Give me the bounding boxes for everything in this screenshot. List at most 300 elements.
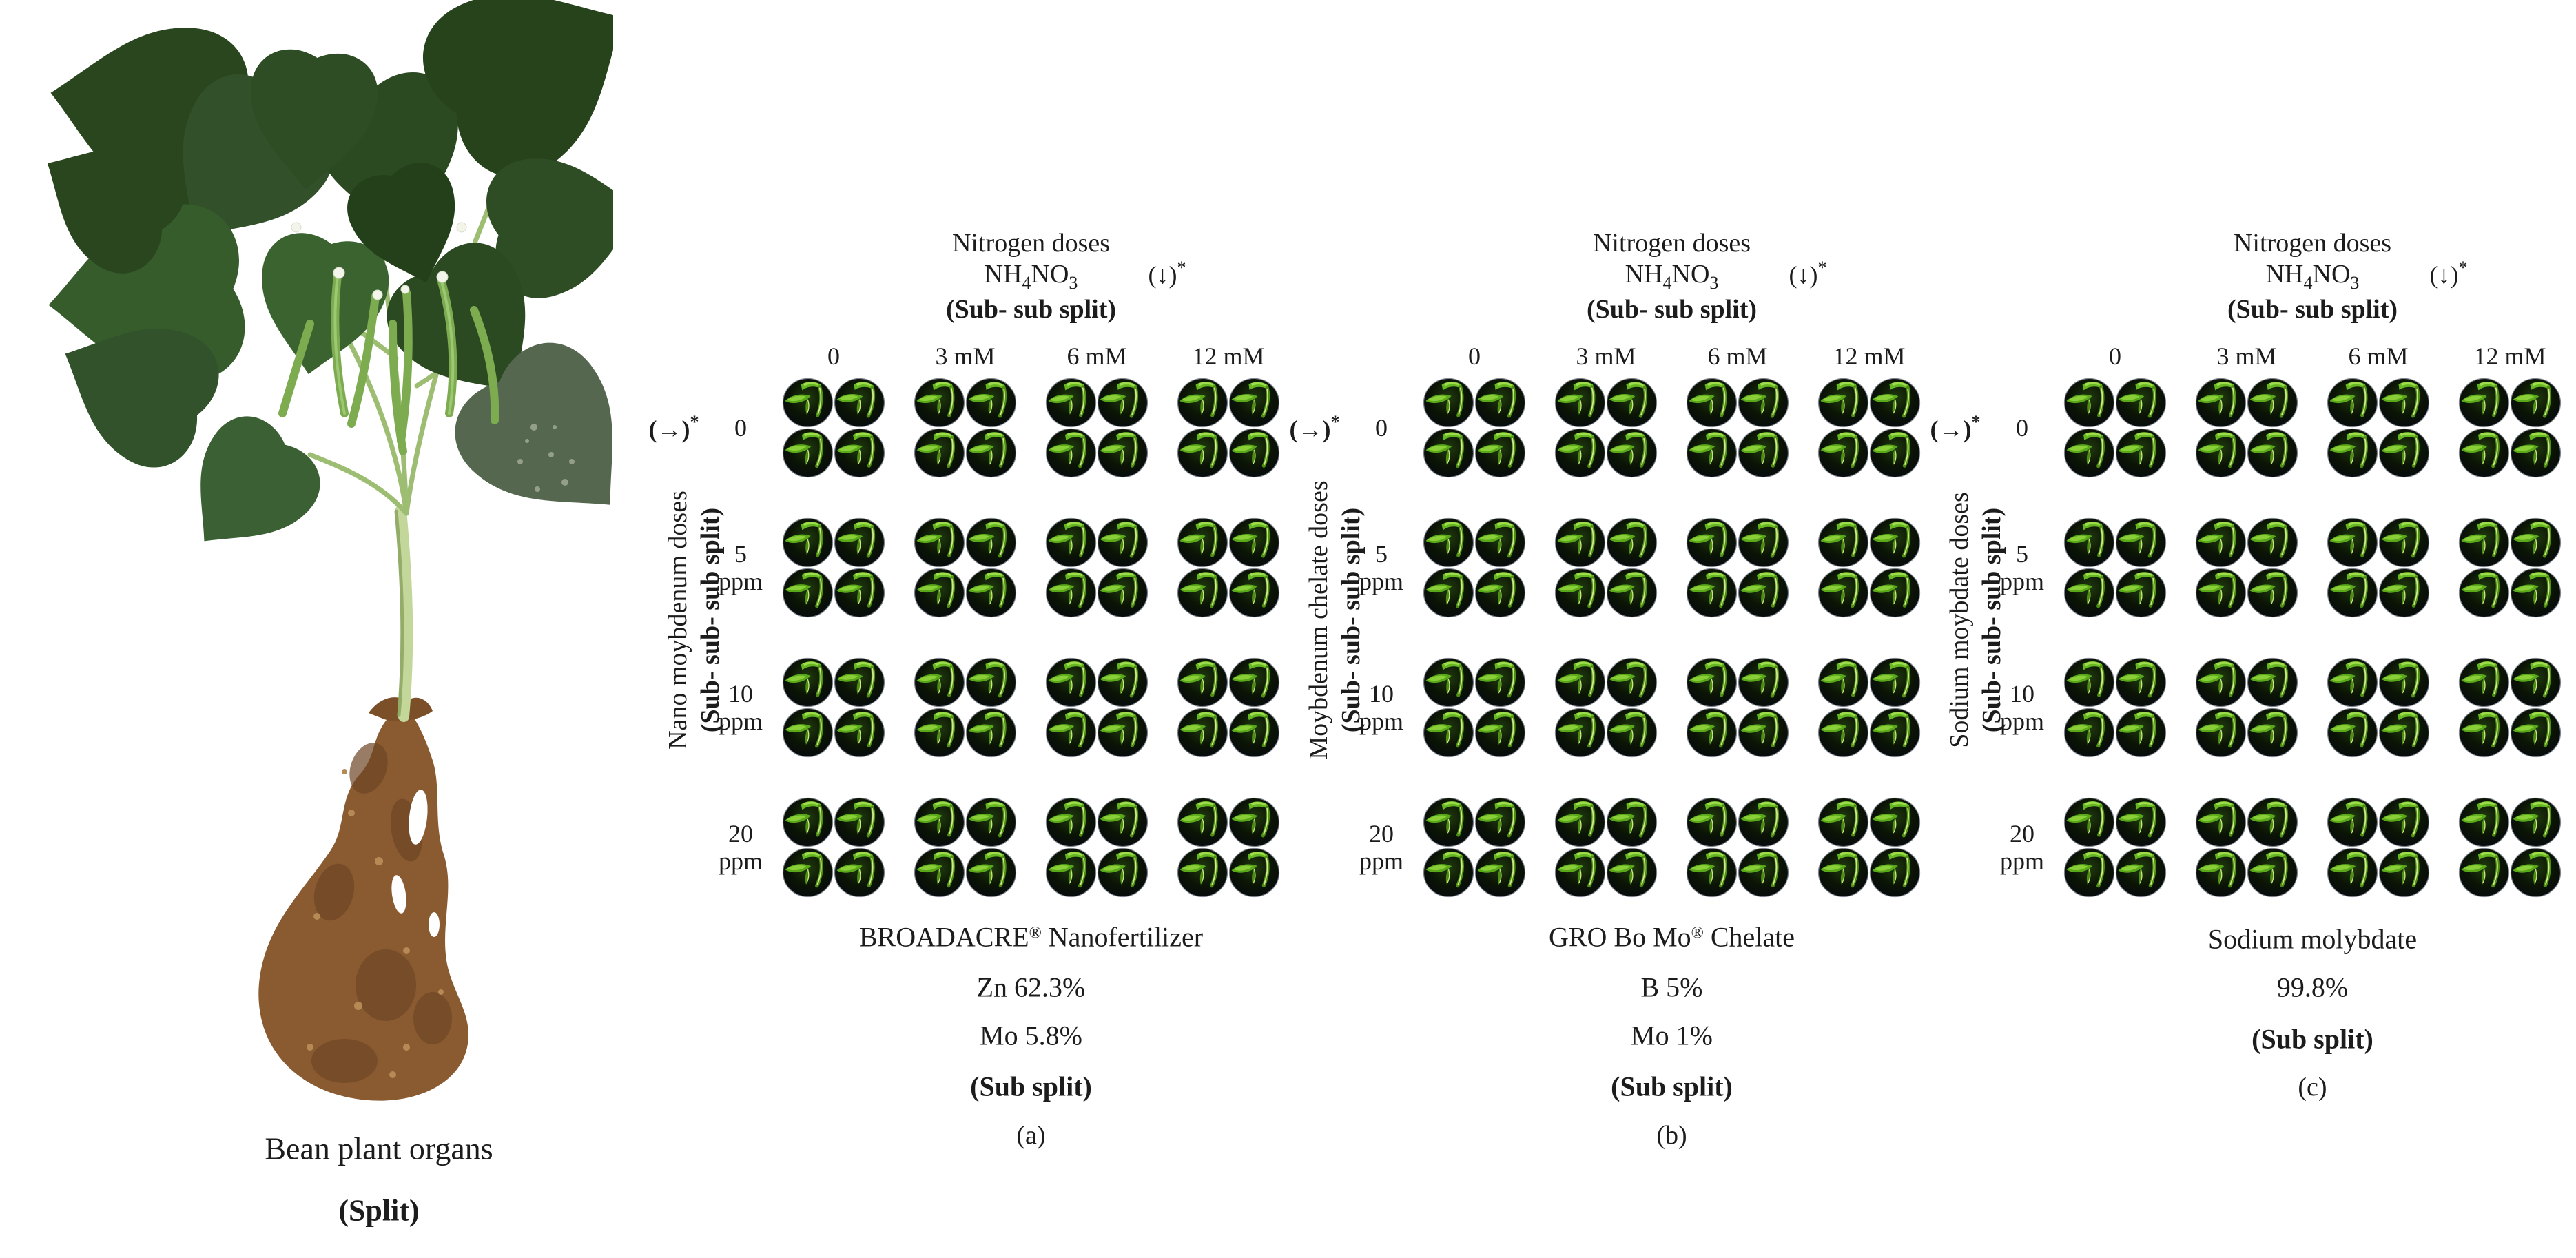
sample-grid-c	[2063, 378, 2562, 898]
seedling-dish-photo	[2063, 377, 2116, 429]
seedling-dish-photo	[1176, 567, 1228, 618]
panel-b	[1281, 207, 1936, 1258]
seedling-dish-photo	[1817, 567, 1869, 618]
seedling-dish-photo	[1474, 517, 1527, 569]
seedling-dish-photo	[833, 707, 885, 758]
seedling-dish-photo	[1737, 427, 1789, 478]
design-label: (Sub split)	[970, 1071, 1092, 1102]
seedling-dish-photo	[2194, 796, 2248, 849]
seedling-dish-photo	[1605, 377, 1659, 429]
seedling-dish-photo	[1817, 847, 1869, 898]
seedling-dish-photo	[1737, 707, 1789, 758]
seedling-dish-photo	[833, 377, 887, 429]
seedling-dish-photo	[965, 847, 1017, 898]
replicate-cluster-r0-c0	[782, 378, 885, 478]
seedling-dish-photo	[1817, 517, 1871, 569]
nitrogen-formula: $NH_4NO_3$	[984, 260, 1078, 293]
seedling-dish-photo	[2114, 707, 2167, 758]
seedling-dish-photo	[1474, 567, 1526, 618]
seedling-dish-photo	[1817, 427, 1869, 478]
seedling-dish-photo	[2326, 657, 2380, 709]
seedling-dish-photo	[2509, 796, 2563, 849]
replicate-cluster-r1-c0	[782, 517, 885, 618]
seedling-dish-photo	[1737, 377, 1791, 429]
seedling-dish-photo	[2194, 427, 2247, 478]
row-label-20ppm: 20 ppm	[1999, 820, 2044, 875]
plant-design-label: (Split)	[338, 1193, 420, 1228]
composition-line-1: 99.8%	[2276, 971, 2349, 1003]
replicate-cluster-r3-c0	[782, 797, 885, 898]
panel-a	[641, 207, 1295, 1258]
seedling-dish-photo	[2326, 517, 2380, 569]
seedling-dish-photo	[2194, 377, 2248, 429]
replicate-cluster-r3-c2	[2327, 797, 2430, 898]
seedling-dish-photo	[1044, 796, 1098, 849]
replicate-cluster-r1-c0	[1423, 517, 1526, 618]
seedling-dish-photo	[1044, 517, 1098, 569]
seedling-dish-photo	[1176, 707, 1228, 758]
panel-letter: (b)	[1656, 1121, 1687, 1150]
product-name: GRO Bo Mo® Chelate	[1548, 921, 1795, 953]
replicate-cluster-r3-c1	[2195, 797, 2298, 898]
composition-line-2: Mo 1%	[1631, 1020, 1713, 1051]
product-name: BROADACRE® Nanofertilizer	[858, 921, 1204, 953]
seedling-dish-photo	[1096, 567, 1148, 618]
seedling-dish-photo	[1176, 657, 1230, 709]
seedling-dish-photo	[1176, 796, 1230, 849]
seedling-dish-photo	[1554, 567, 1606, 618]
seedling-dish-photo	[1044, 847, 1097, 898]
column-label-3mm: 3 mM	[2216, 342, 2277, 370]
seedling-dish-photo	[2457, 847, 2510, 898]
seedling-dish-photo	[2378, 796, 2431, 849]
seedling-dish-photo	[2246, 796, 2300, 849]
seedling-dish-photo	[2378, 567, 2430, 618]
seedling-dish-photo	[2457, 377, 2511, 429]
plant-root-soil	[258, 697, 468, 1100]
replicate-cluster-r3-c2	[1686, 797, 1789, 898]
axis-label-mo-chelate-doses: Moybdenum chelate doses (Sub- sub- sub split)	[1304, 480, 1366, 760]
row-label-5ppm: 5 ppm	[1999, 540, 2044, 595]
replicate-cluster-r0-c1	[914, 378, 1017, 478]
seedling-dish-photo	[1422, 796, 1476, 849]
seedling-dish-photo	[1422, 707, 1474, 758]
seedling-dish-photo	[1605, 517, 1659, 569]
seedling-dish-photo	[781, 657, 835, 709]
axis-label-nano-mo-doses: Nano moybdenum doses (Sub- sub- sub split)	[663, 491, 725, 750]
seedling-dish-photo	[781, 796, 835, 849]
seedling-dish-photo	[1868, 517, 1922, 569]
replicate-cluster-r1-c1	[2195, 517, 2298, 618]
seedling-dish-photo	[1474, 707, 1526, 758]
composition-line-1: Zn 62.3%	[976, 971, 1086, 1003]
seedling-dish-photo	[1096, 517, 1150, 569]
seedling-dish-photo	[913, 377, 967, 429]
seedling-dish-photo	[2114, 517, 2168, 569]
product-name: Sodium molybdate	[2207, 923, 2418, 955]
column-label-12mm: 12 mM	[1192, 342, 1265, 370]
seedling-dish-photo	[2378, 847, 2430, 898]
replicate-cluster-r0-c2	[2327, 378, 2430, 478]
nitrogen-header-line1: Nitrogen doses	[951, 229, 1111, 258]
seedling-dish-photo	[1605, 847, 1658, 898]
replicate-cluster-r1-c2	[1045, 517, 1148, 618]
seedling-dish-photo	[965, 377, 1018, 429]
seedling-dish-photo	[1044, 657, 1098, 709]
replicate-cluster-r1-c3	[1817, 517, 1921, 618]
seedling-dish-photo	[1868, 377, 1922, 429]
seedling-dish-photo	[2246, 567, 2298, 618]
seedling-dish-photo	[1868, 657, 1922, 709]
seedling-dish-photo	[2114, 657, 2168, 709]
replicate-cluster-r3-c0	[1423, 797, 1526, 898]
seedling-dish-photo	[2509, 657, 2563, 709]
replicate-cluster-r2-c3	[1817, 657, 1921, 758]
row-label-0: 0	[2016, 414, 2028, 442]
replicate-cluster-r0-c0	[1423, 378, 1526, 478]
row-label-0: 0	[734, 414, 747, 442]
row-label-10ppm: 10 ppm	[718, 680, 763, 735]
replicate-cluster-r3-c3	[2458, 797, 2562, 898]
panel-letter: (a)	[1016, 1121, 1046, 1150]
seedling-dish-photo	[2378, 707, 2430, 758]
seedling-dish-photo	[1554, 847, 1606, 898]
column-label-12mm: 12 mM	[2473, 342, 2546, 370]
seedling-dish-photo	[1228, 517, 1281, 569]
seedling-dish-photo	[1737, 847, 1789, 898]
replicate-cluster-r2-c1	[914, 657, 1017, 758]
seedling-dish-photo	[2509, 567, 2562, 618]
seedling-dish-photo	[2194, 517, 2248, 569]
seedling-dish-photo	[1605, 796, 1659, 849]
replicate-cluster-r0-c0	[2063, 378, 2167, 478]
seedling-dish-photo	[1554, 427, 1606, 478]
seedling-dish-photo	[2326, 427, 2378, 478]
seedling-dish-photo	[2194, 707, 2247, 758]
sample-grid-a	[782, 378, 1280, 898]
seedling-dish-photo	[965, 427, 1017, 478]
seedling-dish-photo	[2194, 847, 2247, 898]
right-arrow-note: (→)*	[1930, 412, 1981, 443]
seedling-dish-photo	[1096, 796, 1150, 849]
seedling-dish-photo	[1474, 657, 1527, 709]
seedling-dish-photo	[2457, 796, 2511, 849]
row-label-10ppm: 10 ppm	[1999, 680, 2044, 735]
seedling-dish-photo	[1685, 796, 1739, 849]
panel-letter: (c)	[2298, 1073, 2327, 1102]
seedling-dish-photo	[1868, 707, 1921, 758]
seedling-dish-photo	[1228, 377, 1281, 429]
seedling-dish-photo	[833, 517, 887, 569]
seedling-dish-photo	[1817, 796, 1871, 849]
seedling-dish-photo	[1228, 707, 1280, 758]
replicate-cluster-r0-c3	[2458, 378, 2562, 478]
composition-line-1: B 5%	[1640, 971, 1703, 1003]
seedling-dish-photo	[2063, 517, 2116, 569]
seedling-dish-photo	[1554, 517, 1607, 569]
column-label-0: 0	[2109, 342, 2121, 370]
replicate-cluster-r1-c2	[2327, 517, 2430, 618]
plant-stem	[396, 510, 409, 718]
seedling-dish-photo	[2063, 567, 2115, 618]
seedling-dish-photo	[1685, 847, 1738, 898]
seedling-dish-photo	[833, 796, 887, 849]
seedling-dish-photo	[1474, 796, 1527, 849]
row-label-20ppm: 20 ppm	[718, 820, 763, 875]
column-label-6mm: 6 mM	[1707, 342, 1768, 370]
seedling-dish-photo	[2114, 377, 2168, 429]
seedling-dish-photo	[1868, 427, 1921, 478]
seedling-dish-photo	[1422, 517, 1476, 569]
replicate-cluster-r0-c2	[1686, 378, 1789, 478]
row-label-20ppm: 20 ppm	[1359, 820, 1403, 875]
seedling-dish-photo	[913, 796, 967, 849]
seedling-dish-photo	[965, 796, 1018, 849]
seedling-dish-photo	[2378, 517, 2431, 569]
design-label: (Sub split)	[1611, 1071, 1733, 1102]
seedling-dish-photo	[2246, 847, 2298, 898]
seedling-dish-photo	[2457, 657, 2511, 709]
replicate-cluster-r0-c3	[1177, 378, 1280, 478]
nitrogen-header-design: (Sub- sub split)	[945, 295, 1117, 324]
seedling-dish-photo	[2114, 847, 2167, 898]
replicate-cluster-r0-c2	[1045, 378, 1148, 478]
replicate-cluster-r2-c1	[1554, 657, 1658, 758]
replicate-cluster-r1-c1	[914, 517, 1017, 618]
seedling-dish-photo	[1176, 847, 1228, 898]
seedling-dish-photo	[1422, 657, 1476, 709]
replicate-cluster-r2-c3	[1177, 657, 1280, 758]
seedling-dish-photo	[1685, 707, 1738, 758]
replicate-cluster-r2-c2	[1045, 657, 1148, 758]
replicate-cluster-r3-c3	[1177, 797, 1280, 898]
seedling-dish-photo	[913, 847, 965, 898]
axis-label-sodium-molybdate-doses: Sodium moybdate doses (Sub- sub- sub split)	[1945, 492, 2006, 748]
seedling-dish-photo	[2063, 427, 2115, 478]
column-label-0: 0	[1468, 342, 1481, 370]
seedling-dish-photo	[1474, 847, 1526, 898]
seedling-dish-photo	[2457, 517, 2511, 569]
seedling-dish-photo	[2246, 657, 2300, 709]
seedling-dish-photo	[2246, 517, 2300, 569]
down-arrow-note: (↓)*	[1148, 258, 1186, 289]
seedling-dish-photo	[1554, 707, 1606, 758]
bean-plant-photo	[21, 0, 613, 1144]
seedling-dish-photo	[965, 707, 1017, 758]
seedling-dish-photo	[2509, 707, 2562, 758]
seedling-dish-photo	[913, 427, 965, 478]
seedling-dish-photo	[1228, 567, 1280, 618]
seedling-dish-photo	[781, 847, 834, 898]
seedling-dish-photo	[1817, 707, 1869, 758]
row-label-10ppm: 10 ppm	[1359, 680, 1403, 735]
seedling-dish-photo	[2326, 377, 2380, 429]
seedling-dish-photo	[1422, 567, 1474, 618]
panel-c	[1922, 207, 2576, 1258]
seedling-dish-photo	[1228, 427, 1280, 478]
seedling-dish-photo	[1096, 847, 1148, 898]
seedling-dish-photo	[781, 567, 834, 618]
seedling-dish-photo	[1044, 567, 1097, 618]
replicate-cluster-r1-c3	[2458, 517, 2562, 618]
seedling-dish-photo	[1096, 707, 1148, 758]
seedling-dish-photo	[965, 567, 1017, 618]
seedling-dish-photo	[833, 567, 885, 618]
seedling-dish-photo	[1605, 707, 1658, 758]
seedling-dish-photo	[781, 377, 835, 429]
replicate-cluster-r2-c1	[2195, 657, 2298, 758]
column-label-12mm: 12 mM	[1833, 342, 1906, 370]
column-label-6mm: 6 mM	[1067, 342, 1127, 370]
replicate-cluster-r1-c3	[1177, 517, 1280, 618]
replicate-cluster-r1-c1	[1554, 517, 1658, 618]
seedling-dish-photo	[1685, 517, 1739, 569]
seedling-dish-photo	[913, 707, 965, 758]
seedling-dish-photo	[2326, 796, 2380, 849]
seedling-dish-photo	[1817, 657, 1871, 709]
nitrogen-header-line1: Nitrogen doses	[1592, 229, 1751, 258]
seedling-dish-photo	[833, 427, 885, 478]
replicate-cluster-r2-c0	[782, 657, 885, 758]
design-label: (Sub split)	[2252, 1023, 2373, 1055]
replicate-cluster-r2-c0	[1423, 657, 1526, 758]
column-label-3mm: 3 mM	[935, 342, 996, 370]
seedling-dish-photo	[1554, 377, 1607, 429]
seedling-dish-photo	[2378, 657, 2431, 709]
seedling-dish-photo	[2378, 427, 2430, 478]
replicate-cluster-r3-c2	[1045, 797, 1148, 898]
seedling-dish-photo	[1228, 796, 1281, 849]
seedling-dish-photo	[1737, 657, 1791, 709]
seedling-dish-photo	[833, 847, 885, 898]
seedling-dish-photo	[1176, 517, 1230, 569]
replicate-cluster-r0-c1	[2195, 378, 2298, 478]
seedling-dish-photo	[913, 517, 967, 569]
row-label-0: 0	[1375, 414, 1388, 442]
replicate-cluster-r3-c1	[914, 797, 1017, 898]
seedling-dish-photo	[1554, 796, 1607, 849]
plant-leaves	[21, 0, 613, 580]
seedling-dish-photo	[1737, 796, 1791, 849]
seedling-dish-photo	[2246, 377, 2300, 429]
seedling-dish-photo	[2114, 427, 2167, 478]
down-arrow-note: (↓)*	[1789, 258, 1827, 289]
seedling-dish-photo	[1605, 657, 1659, 709]
composition-line-2: Mo 5.8%	[980, 1020, 1082, 1051]
seedling-dish-photo	[2063, 657, 2116, 709]
seedling-dish-photo	[2457, 427, 2510, 478]
seedling-dish-photo	[2457, 567, 2510, 618]
column-label-3mm: 3 mM	[1576, 342, 1636, 370]
replicate-cluster-r2-c3	[2458, 657, 2562, 758]
seedling-dish-photo	[1044, 427, 1097, 478]
seedling-dish-photo	[2509, 517, 2563, 569]
right-arrow-note: (→)*	[648, 412, 699, 443]
seedling-dish-photo	[1605, 427, 1658, 478]
replicate-cluster-r2-c0	[2063, 657, 2167, 758]
seedling-dish-photo	[1228, 657, 1281, 709]
seedling-dish-photo	[2246, 427, 2298, 478]
seedling-dish-photo	[1422, 427, 1474, 478]
seedling-dish-photo	[2509, 427, 2562, 478]
seedling-dish-photo	[2194, 567, 2247, 618]
plant-caption: Bean plant organs	[265, 1131, 493, 1166]
seedling-dish-photo	[2114, 796, 2168, 849]
seedling-dish-photo	[1044, 377, 1098, 429]
seedling-dish-photo	[965, 657, 1018, 709]
seedling-dish-photo	[1096, 377, 1150, 429]
seedling-dish-photo	[2063, 796, 2116, 849]
seedling-dish-photo	[1737, 517, 1791, 569]
seedling-dish-photo	[2194, 657, 2248, 709]
replicate-cluster-r3-c3	[1817, 797, 1921, 898]
seedling-dish-photo	[1868, 796, 1922, 849]
seedling-dish-photo	[1737, 567, 1789, 618]
replicate-cluster-r0-c3	[1817, 378, 1921, 478]
seedling-dish-photo	[781, 427, 834, 478]
seedling-dish-photo	[1868, 847, 1921, 898]
nitrogen-header-design: (Sub- sub split)	[1586, 295, 1758, 324]
seedling-dish-photo	[781, 707, 834, 758]
column-label-6mm: 6 mM	[2348, 342, 2409, 370]
seedling-dish-photo	[2246, 707, 2298, 758]
seedling-dish-photo	[1176, 427, 1228, 478]
seedling-dish-photo	[2457, 707, 2510, 758]
column-label-0: 0	[827, 342, 840, 370]
nitrogen-header-design: (Sub- sub split)	[2227, 295, 2398, 324]
seedling-dish-photo	[1685, 427, 1738, 478]
seedling-dish-photo	[1685, 377, 1739, 429]
seedling-dish-photo	[1422, 377, 1476, 429]
seedling-dish-photo	[833, 657, 887, 709]
seedling-dish-photo	[1868, 567, 1921, 618]
seedling-dish-photo	[1044, 707, 1097, 758]
row-label-5ppm: 5 ppm	[1359, 540, 1403, 595]
nitrogen-formula: $NH_4NO_3$	[1625, 260, 1719, 293]
seedling-dish-photo	[913, 567, 965, 618]
seedling-dish-photo	[2326, 567, 2378, 618]
replicate-cluster-r3-c1	[1554, 797, 1658, 898]
seedling-dish-photo	[2326, 707, 2378, 758]
replicate-cluster-r2-c2	[2327, 657, 2430, 758]
seedling-dish-photo	[1176, 377, 1230, 429]
seedling-dish-photo	[1422, 847, 1474, 898]
nitrogen-header-line1: Nitrogen doses	[2233, 229, 2392, 258]
replicate-cluster-r1-c2	[1686, 517, 1789, 618]
seedling-dish-photo	[1554, 657, 1607, 709]
replicate-cluster-r1-c0	[2063, 517, 2167, 618]
replicate-cluster-r3-c0	[2063, 797, 2167, 898]
sample-grid-b	[1423, 378, 1921, 898]
seedling-dish-photo	[1685, 567, 1738, 618]
right-arrow-note: (→)*	[1289, 412, 1340, 443]
seedling-dish-photo	[965, 517, 1018, 569]
seedling-dish-photo	[913, 657, 967, 709]
seedling-dish-photo	[1817, 377, 1871, 429]
seedling-dish-photo	[2378, 377, 2431, 429]
seedling-dish-photo	[1096, 427, 1148, 478]
replicate-cluster-r0-c1	[1554, 378, 1658, 478]
seedling-dish-photo	[781, 517, 835, 569]
seedling-dish-photo	[2114, 567, 2167, 618]
seedling-dish-photo	[1228, 847, 1280, 898]
seedling-dish-photo	[2326, 847, 2378, 898]
nitrogen-formula: $NH_4NO_3$	[2265, 260, 2360, 293]
replicate-cluster-r2-c2	[1686, 657, 1789, 758]
seedling-dish-photo	[1474, 377, 1527, 429]
seedling-dish-photo	[2509, 377, 2563, 429]
seedling-dish-photo	[1474, 427, 1526, 478]
